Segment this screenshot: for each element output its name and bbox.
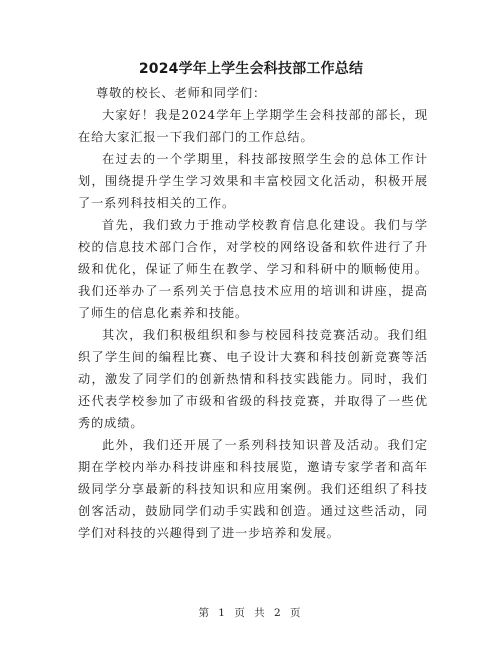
paragraph-overview: 在过去的一个学期里，科技部按照学生会的总体工作计划，围绕提升学生学习效果和丰富校园文化活动，积极开展了一系列科技相关的工作。 <box>78 152 428 210</box>
document-title: 2024学年上学生会科技部工作总结 <box>138 61 364 77</box>
paragraph-intro: 大家好！我是2024学年上学期学生会科技部的部长，现在给大家汇报一下我们部门的工作总结。 <box>78 108 428 144</box>
page-number-footer: 第 1 页 共 2 页 <box>198 607 304 619</box>
paragraph-popularization: 此外，我们还开展了一系列科技知识普及活动。我们定期在学校内举办科技讲座和科技展览，邀请专家学者和高年级同学分享最新的科技知识和应用案例。我们还组织了科技创客活动，鼓励同学们动手实践和创造。通过这些活动，同学们对科技的兴趣得到了进一步培养和发展。 <box>78 438 428 540</box>
paragraph-competitions: 其次，我们积极组织和参与校园科技竞赛活动。我们组织了学生间的编程比赛、电子设计大赛和科技创新竞赛等活动，激发了同学们的创新热情和科技实践能力。同时，我们还代表学校参加了市级和省级的科技竞赛，并取得了一些优秀的成绩。 <box>78 328 428 430</box>
document-body <box>78 82 428 544</box>
paragraph-informatization: 首先，我们致力于推动学校教育信息化建设。我们与学校的信息技术部门合作，对学校的网络设备和软件进行了升级和优化，保证了师生在教学、学习和科研中的顺畅使用。我们还举办了一系列关于信息技术应用的培训和讲座，提高了师生的信息化素养和技能。 <box>78 218 428 320</box>
greeting-line: 尊敬的校长、老师和同学们： <box>96 86 267 100</box>
